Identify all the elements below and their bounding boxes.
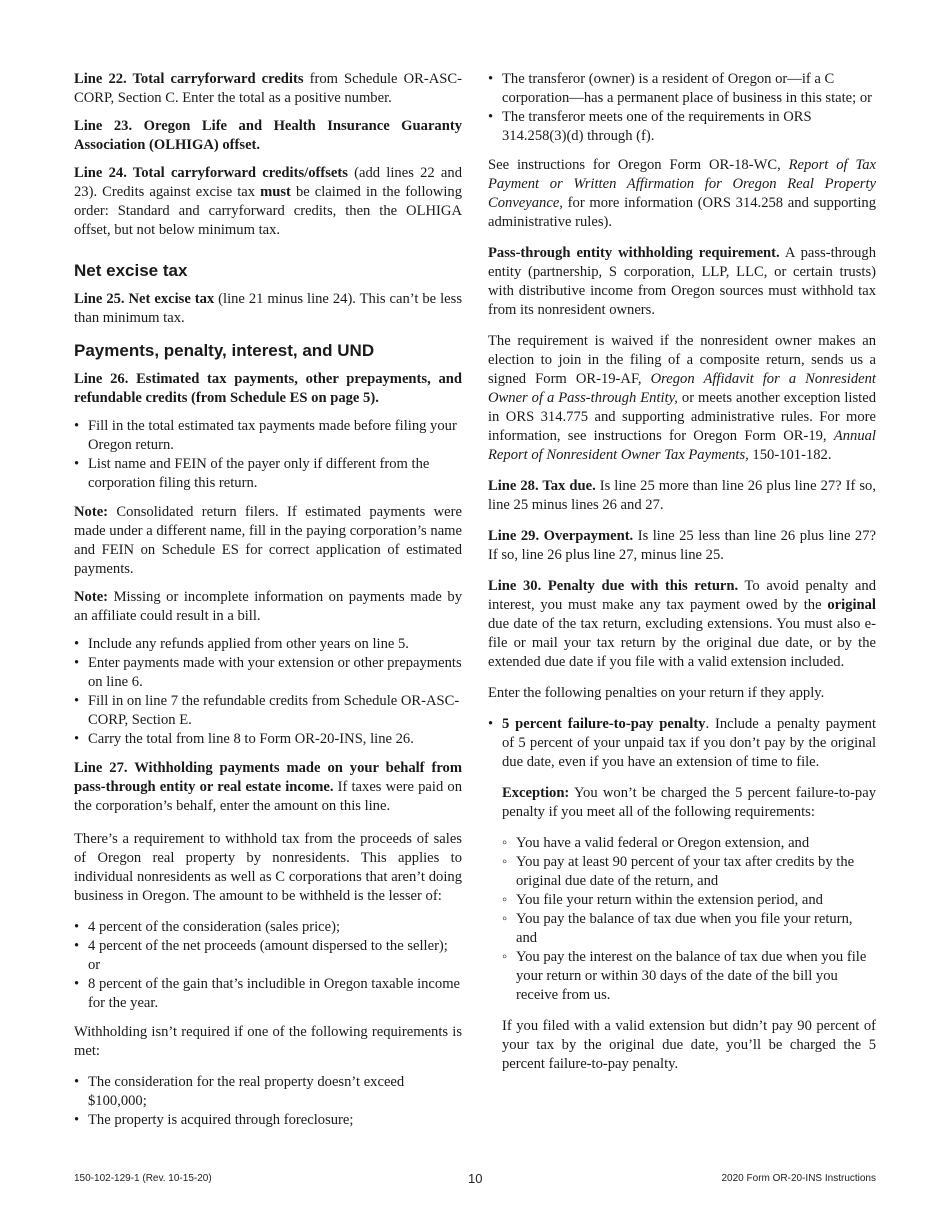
exception-requirements-list [502,834,876,1005]
list-item: • 4 percent of the net proceeds (amount dispersed to the seller); or [74,937,462,975]
line-27-paragraph [74,759,462,816]
line-24-paragraph [74,164,462,240]
form-title-or-19-af: Oregon Affidavit for a Nonresident Owner of a Pass-through Entity, [488,371,876,406]
pass-through-paragraph [488,244,876,320]
page-number: 10 [468,1171,483,1186]
extension-penalty-paragraph: If you filed with a valid extension but didn’t pay 90 percent of your tax by the original due date, you’ll be charged the 5 percent failure-to-pay penalty. [502,1018,876,1072]
waiver-text-b: or meets another exception listed in ORS 314.775 and supporting administrative rules. For more information, see instructions for Oregon Form OR-19, [488,390,876,444]
note-label: Note: [74,589,109,605]
form-title-or-18-wc: Report of Tax Payment or Written Affirmation for Oregon Real Property Conveyance, [488,157,876,211]
list-item: • Carry the total from line 8 to Form OR-20-INS, line 26. [74,730,462,749]
list-item: • Fill in on line 7 the refundable credits from Schedule OR-ASC-CORP, Section E. [74,692,462,730]
right-column [488,70,876,1083]
withholding-amount-list [74,918,462,1013]
line-29-text: Is line 25 less than line 26 plus line 27? If so, line 26 plus line 27, minus line 25. [488,528,876,563]
pass-through-heading: Pass-through entity withholding requirement. [488,245,780,261]
line-24-heading: Line 24. Total carryforward credits/offsets [74,165,348,181]
line-30-original: original [827,597,876,613]
enter-penalties-paragraph: Enter the following penalties on your return if they apply. [488,685,825,701]
line-29-paragraph [488,527,876,565]
section-heading-net-excise-tax: Net excise tax [74,261,188,280]
line-23-heading: Line 23. Oregon Life and Health Insurance Guaranty Association (OLHIGA) offset. [74,118,462,153]
exemption-list-continued [488,70,876,146]
line-24-text-b: be claimed in the following order: Standard and carryforward credits, then the OLHIGA offset, but not below minimum tax. [74,184,462,238]
line-26-list [74,417,462,493]
exception-label: Exception: [502,785,570,801]
form-title-or-19: Annual Report of Nonresident Owner Tax Payments, [488,428,876,463]
line-22-heading: Line 22. Total carryforward credits [74,71,304,87]
note-consolidated [74,503,462,579]
line-28-heading: Line 28. Tax due. [488,478,596,494]
line-25-paragraph [74,290,462,328]
line-28-text: Is line 25 more than line 26 plus line 27? If so, line 25 minus lines 26 and 27. [488,478,876,513]
line-24-must: must [260,184,291,200]
waiver-text-c: 150-101-182. [748,447,832,463]
form-id: 150-102-129-1 (Rev. 10-15-20) [74,1173,212,1184]
list-item: • 8 percent of the gain that’s includible in Oregon taxable income for the year. [74,975,462,1013]
list-item [488,715,876,772]
line-30-text-b: due date of the tax return, excluding extensions. You must also e-file or mail your tax return by the original due date, or by the extended due date if you file with a valid extension included. [488,616,876,670]
not-required-paragraph: Withholding isn’t required if one of the following requirements is met: [74,1024,462,1059]
document-title: 2020 Form OR-20-INS Instructions [721,1173,876,1184]
list-item: • 4 percent of the consideration (sales price); [74,918,462,937]
line-26-list-2 [74,635,462,749]
pass-through-text: A pass-through entity (partnership, S corporation, LLP, LLC, or certain trusts) with distributive income from Oregon sources must withhold tax from its nonresident owners. [488,245,876,318]
line-25-heading: Line 25. Net excise tax [74,291,215,307]
list-item: • The consideration for the real property doesn’t exceed $100,000; [74,1073,462,1111]
list-item: • The property is acquired through foreclosure; [74,1111,462,1130]
see-text-b: for more information (ORS 314.258 and supporting administrative rules). [488,195,876,230]
section-heading-payments: Payments, penalty, interest, and UND [74,341,375,360]
line-27-text: If taxes were paid on the corporation’s behalf, enter the amount on this line. [74,779,462,814]
exception-paragraph [502,784,876,822]
left-column [74,70,462,1140]
list-item: • Enter payments made with your extension or other prepayments on line 6. [74,654,462,692]
line-22-text: from Schedule OR-ASC-CORP, Section C. Enter the total as a positive number. [74,71,462,106]
note-text: Consolidated return filers. If estimated payments were made under a different name, fill in the paying corporation’s name and FEIN on Schedule ES for correct application of estimated payments. [74,504,462,577]
withholding-requirement-paragraph: There’s a requirement to withhold tax from the proceeds of sales of Oregon real property by nonresidents. This applies to individual nonresidents as well as C corporations that aren’t doing business in Oregon. The amount to be withheld is the lesser of: [74,831,462,904]
line-30-text-a: To avoid penalty and interest, you must make any tax payment owed by the [488,578,876,613]
penalty-list [488,715,876,772]
failure-to-pay-heading: 5 percent failure-to-pay penalty [502,716,706,732]
line-30-heading: Line 30. Penalty due with this return. [488,578,739,594]
see-instructions-paragraph [488,156,876,232]
failure-to-pay-text: . Include a penalty payment of 5 percent of your unpaid tax if you don’t pay by the original due date, even if you have an extension of time to file. [502,716,877,770]
line-28-paragraph [488,477,876,515]
line-29-heading: Line 29. Overpayment. [488,528,634,544]
list-item: • List name and FEIN of the payer only if different from the corporation filing this return. [74,455,462,493]
line-25-text: (line 21 minus line 24). This can’t be less than minimum tax. [74,291,462,326]
list-item: ◦ You have a valid federal or Oregon extension, and [502,834,876,853]
list-item: • Fill in the total estimated tax payments made before filing your Oregon return. [74,417,462,455]
list-item: • The transferor meets one of the requirements in ORS 314.258(3)(d) through (f). [488,108,876,146]
list-item: • The transferor (owner) is a resident of Oregon or—if a C corporation—has a permanent place of business in this state; or [488,70,876,108]
line-22-paragraph [74,70,462,108]
line-26-heading: Line 26. Estimated tax payments, other prepayments, and refundable credits (from Schedule ES on page 5). [74,371,462,406]
waiver-paragraph [488,332,876,465]
list-item: ◦ You pay the interest on the balance of tax due when you file your return or within 30 days of the date of the bill you receive from us. [502,948,876,1005]
list-item: • Include any refunds applied from other years on line 5. [74,635,462,654]
see-text-a: See instructions for Oregon Form OR-18-WC, [488,157,789,173]
note-text: Missing or incomplete information on payments made by an affiliate could result in a bill. [74,589,462,624]
note-label: Note: [74,504,109,520]
exemption-list [74,1073,462,1130]
line-27-heading: Line 27. Withholding payments made on your behalf from pass-through entity or real estate income. [74,760,462,795]
line-30-paragraph [488,577,876,672]
list-item: ◦ You pay the balance of tax due when you file your return, and [502,910,876,948]
waiver-text-a: The requirement is waived if the nonresident owner makes an election to join in the filing of a composite return, sends us a signed Form OR-19-AF, [488,333,876,387]
line-23-paragraph [74,117,462,155]
list-item: ◦ You pay at least 90 percent of your tax after credits by the original due date of the return, and [502,853,876,891]
list-item: ◦ You file your return within the extension period, and [502,891,876,910]
line-24-text-a: (add lines 22 and 23). Credits against excise tax [74,165,462,200]
exception-text: You won’t be charged the 5 percent failure-to-pay penalty if you meet all of the following requirements: [502,785,876,820]
line-26-paragraph [74,370,462,408]
note-missing-info [74,588,462,626]
